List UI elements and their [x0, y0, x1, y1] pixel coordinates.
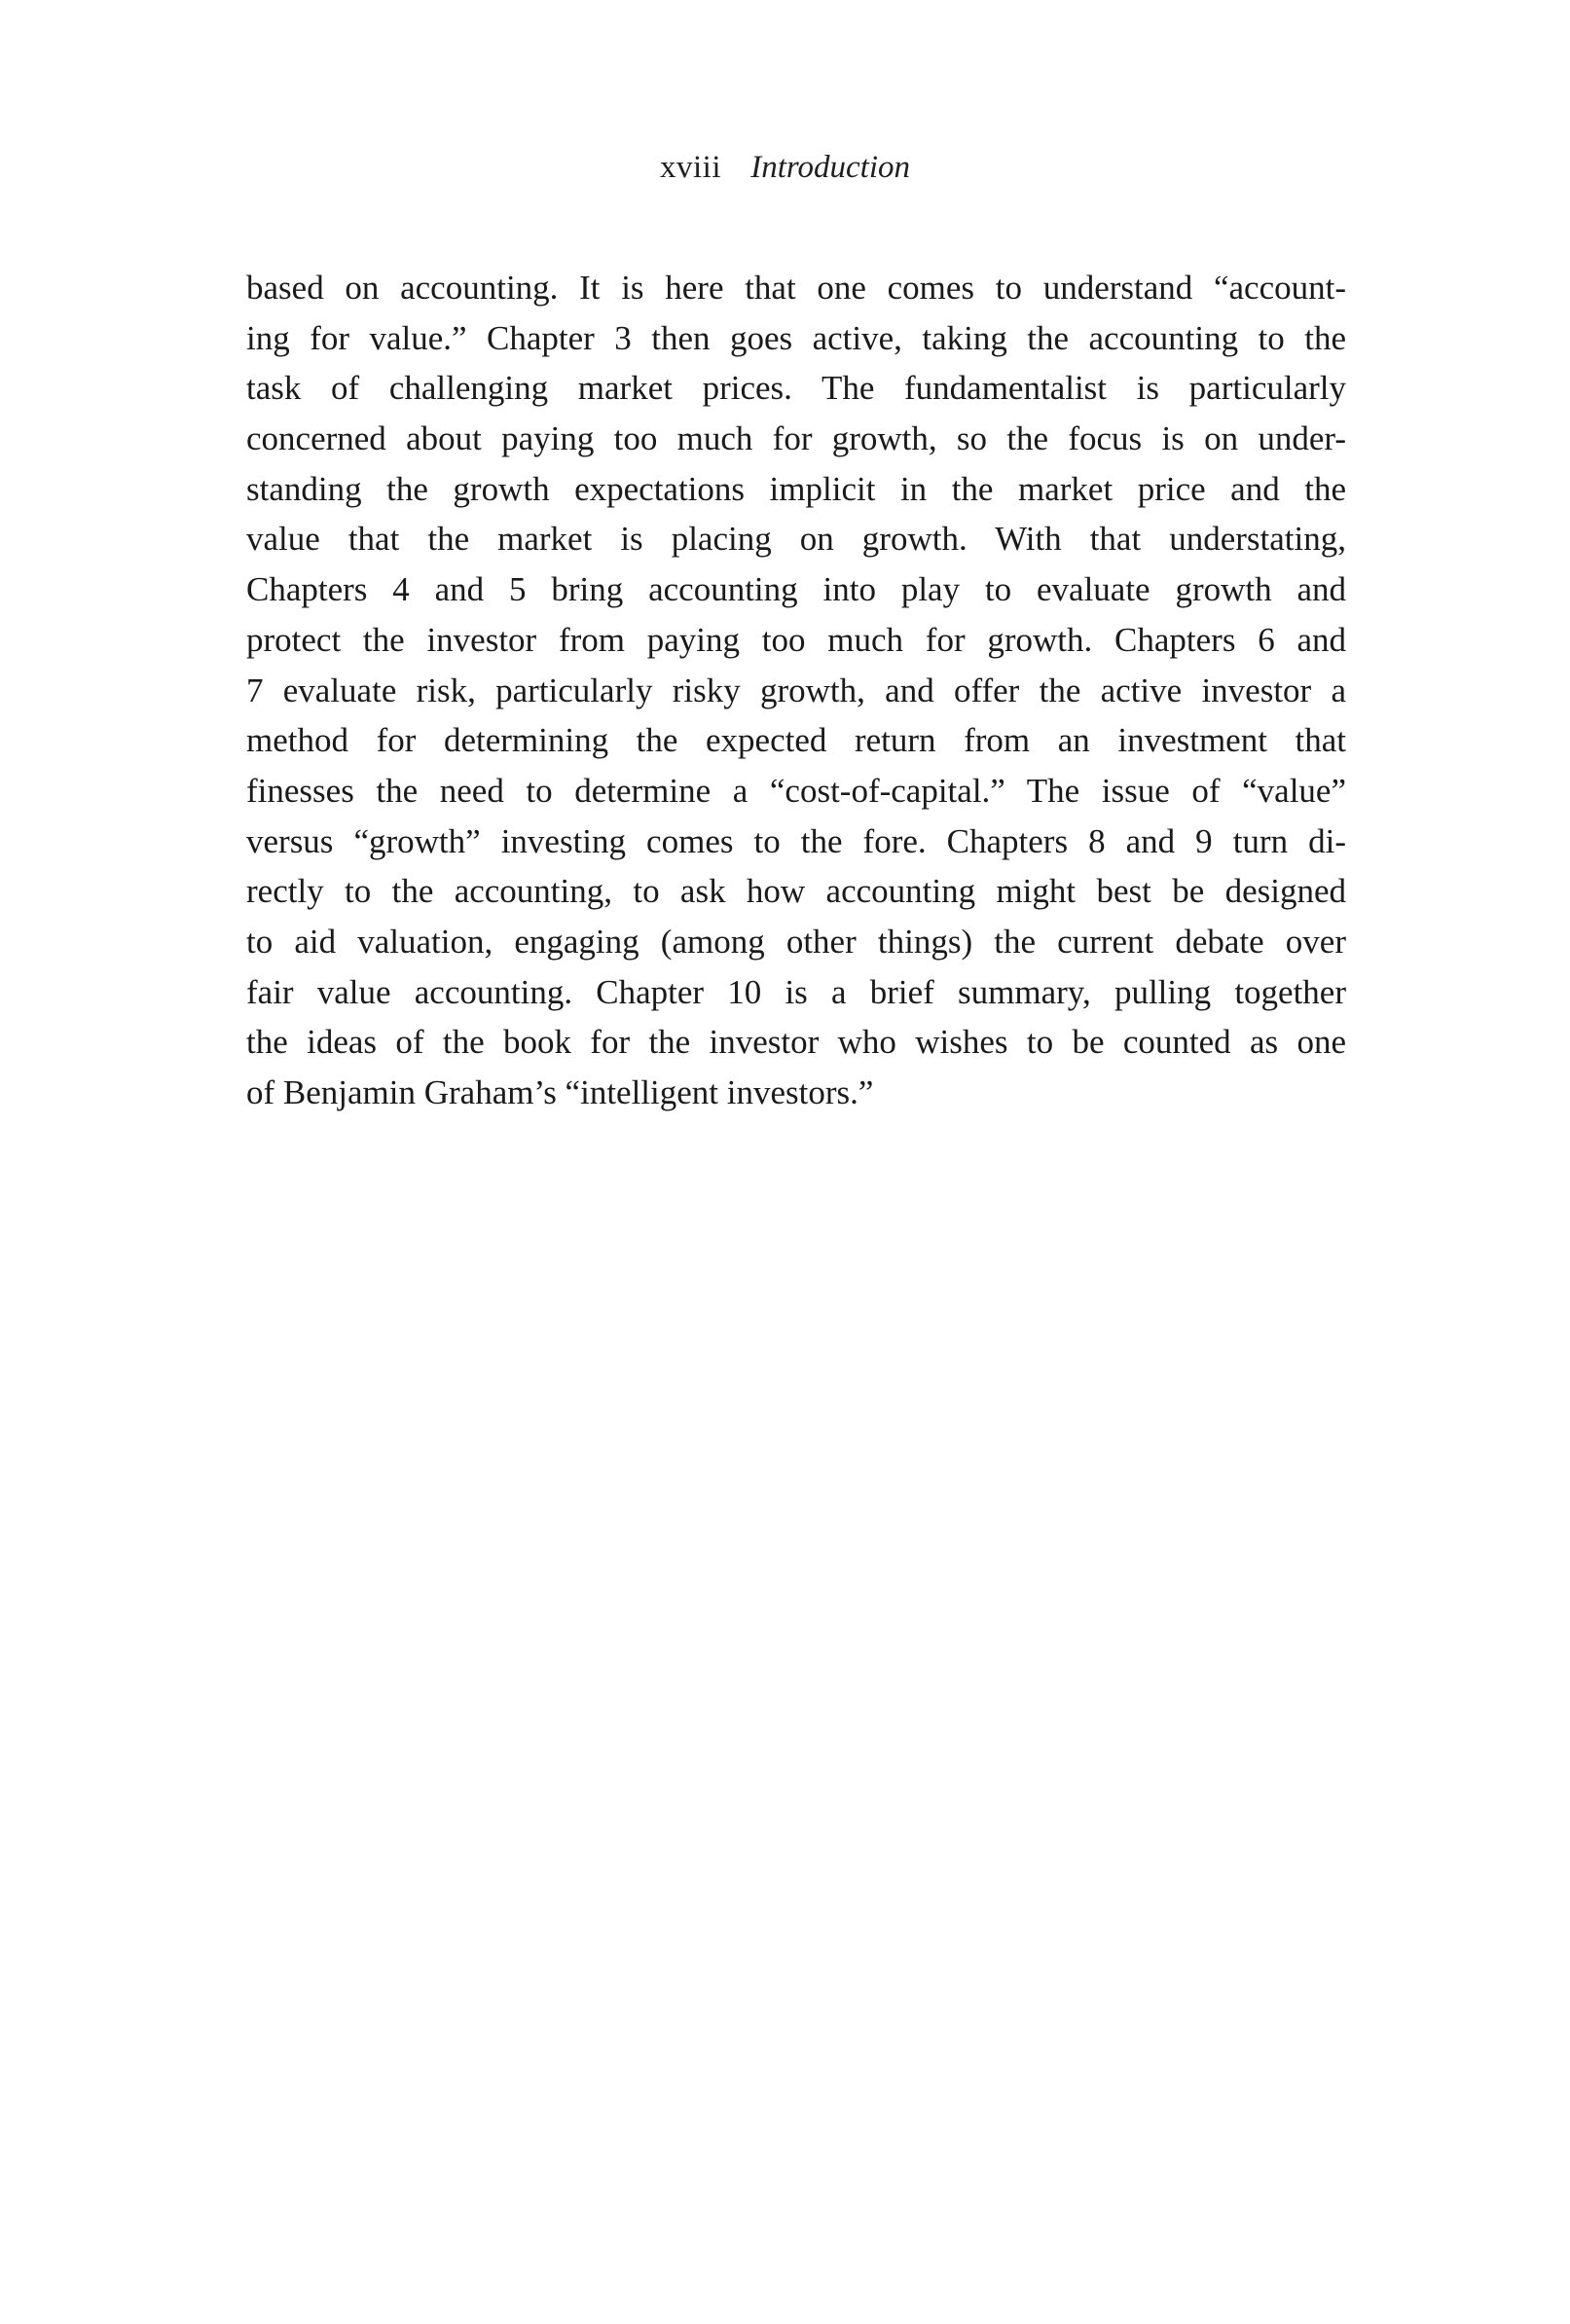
text-line: task of challenging market prices. The fundamentalist is particularly — [246, 369, 1346, 408]
text-line: standing the growth expectations implicit in the market price and the — [246, 469, 1346, 508]
running-head — [0, 146, 1570, 189]
text-line: value that the market is placing on growth. With that understating, — [246, 520, 1346, 559]
text-line: method for determining the expected return from an investment that — [246, 721, 1346, 760]
text-line: fair value accounting. Chapter 10 is a brief summary, pulling together — [246, 972, 1346, 1011]
text-line: finesses the need to determine a “cost-of-capital.” The issue of “value” — [246, 771, 1346, 810]
text-line: of Benjamin Graham’s “intelligent investors.” — [246, 1073, 874, 1111]
text-line: based on accounting. It is here that one comes to understand “account- — [246, 269, 1346, 307]
text-line: to aid valuation, engaging (among other things) the current debate over — [246, 922, 1346, 961]
text-line: concerned about paying too much for growth, so the focus is on under- — [246, 419, 1346, 458]
text-line: Chapters 4 and 5 bring accounting into play to evaluate growth and — [246, 570, 1346, 609]
body-paragraph — [246, 263, 1346, 1118]
text-line: 7 evaluate risk, particularly risky growth, and offer the active investor a — [246, 671, 1346, 709]
text-line: rectly to the accounting, to ask how accounting might best be designed — [246, 872, 1346, 911]
text-line: protect the investor from paying too much for growth. Chapters 6 and — [246, 620, 1346, 659]
section-title: Introduction — [750, 150, 911, 185]
text-line: the ideas of the book for the investor who wishes to be counted as one — [246, 1023, 1346, 1062]
text-line: ing for value.” Chapter 3 then goes active, taking the accounting to the — [246, 318, 1346, 357]
text-line: versus “growth” investing comes to the fore. Chapters 8 and 9 turn di- — [246, 821, 1346, 860]
page-number: xviii — [659, 150, 721, 185]
